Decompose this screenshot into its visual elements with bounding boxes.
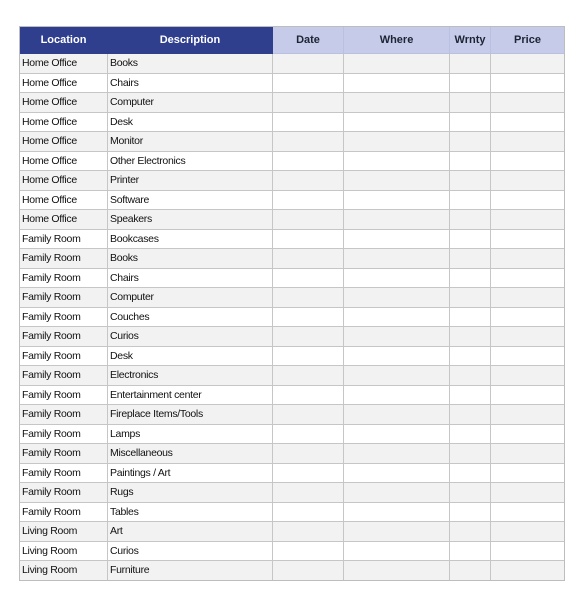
cell-wrnty[interactable] — [450, 268, 491, 288]
cell-wrnty[interactable] — [450, 424, 491, 444]
cell-wrnty[interactable] — [450, 463, 491, 483]
cell-location[interactable]: Family Room — [20, 288, 108, 308]
cell-wrnty[interactable] — [450, 112, 491, 132]
cell-wrnty[interactable] — [450, 405, 491, 425]
cell-price[interactable] — [491, 385, 565, 405]
cell-location[interactable]: Family Room — [20, 463, 108, 483]
cell-date[interactable] — [273, 541, 344, 561]
cell-description[interactable]: Entertainment center — [108, 385, 273, 405]
cell-wrnty[interactable] — [450, 444, 491, 464]
table-row — [20, 522, 565, 542]
cell-price[interactable] — [491, 151, 565, 171]
table-row — [20, 190, 565, 210]
cell-location[interactable]: Family Room — [20, 366, 108, 386]
cell-description[interactable]: Art — [108, 522, 273, 542]
table-row — [20, 424, 565, 444]
cell-wrnty[interactable] — [450, 54, 491, 74]
cell-date[interactable] — [273, 288, 344, 308]
cell-date[interactable] — [273, 210, 344, 230]
cell-where[interactable] — [344, 210, 450, 230]
table-row — [20, 229, 565, 249]
cell-price[interactable] — [491, 288, 565, 308]
cell-where[interactable] — [344, 483, 450, 503]
cell-price[interactable] — [491, 93, 565, 113]
cell-wrnty[interactable] — [450, 93, 491, 113]
table-row — [20, 346, 565, 366]
cell-date[interactable] — [273, 73, 344, 93]
inventory-sheet — [19, 26, 565, 581]
cell-date[interactable] — [273, 151, 344, 171]
cell-where[interactable] — [344, 132, 450, 152]
cell-date[interactable] — [273, 424, 344, 444]
inventory-table — [19, 26, 565, 581]
cell-wrnty[interactable] — [450, 132, 491, 152]
cell-price[interactable] — [491, 561, 565, 581]
cell-price[interactable] — [491, 229, 565, 249]
cell-price[interactable] — [491, 210, 565, 230]
cell-description[interactable]: Fireplace Items/Tools — [108, 405, 273, 425]
cell-wrnty[interactable] — [450, 307, 491, 327]
cell-where[interactable] — [344, 307, 450, 327]
cell-description[interactable]: Desk — [108, 346, 273, 366]
table-row — [20, 502, 565, 522]
cell-wrnty[interactable] — [450, 346, 491, 366]
cell-where[interactable] — [344, 249, 450, 269]
table-row — [20, 249, 565, 269]
cell-date[interactable] — [273, 229, 344, 249]
table-body — [20, 54, 565, 581]
table-row — [20, 93, 565, 113]
cell-date[interactable] — [273, 522, 344, 542]
cell-where[interactable] — [344, 541, 450, 561]
table-row — [20, 54, 565, 74]
cell-price[interactable] — [491, 463, 565, 483]
cell-where[interactable] — [344, 405, 450, 425]
cell-wrnty[interactable] — [450, 73, 491, 93]
cell-location[interactable]: Home Office — [20, 93, 108, 113]
cell-wrnty[interactable] — [450, 229, 491, 249]
cell-date[interactable] — [273, 171, 344, 191]
cell-location[interactable]: Living Room — [20, 541, 108, 561]
cell-description[interactable]: Tables — [108, 502, 273, 522]
cell-location[interactable]: Home Office — [20, 151, 108, 171]
cell-wrnty[interactable] — [450, 151, 491, 171]
cell-date[interactable] — [273, 366, 344, 386]
cell-description[interactable]: Electronics — [108, 366, 273, 386]
cell-wrnty[interactable] — [450, 561, 491, 581]
cell-location[interactable]: Family Room — [20, 405, 108, 425]
cell-price[interactable] — [491, 405, 565, 425]
cell-where[interactable] — [344, 346, 450, 366]
cell-price[interactable] — [491, 541, 565, 561]
cell-description[interactable]: Curios — [108, 541, 273, 561]
cell-description[interactable]: Other Electronics — [108, 151, 273, 171]
cell-description[interactable]: Miscellaneous — [108, 444, 273, 464]
cell-description[interactable]: Chairs — [108, 268, 273, 288]
cell-price[interactable] — [491, 73, 565, 93]
cell-date[interactable] — [273, 307, 344, 327]
cell-description[interactable]: Curios — [108, 327, 273, 347]
cell-date[interactable] — [273, 249, 344, 269]
cell-price[interactable] — [491, 327, 565, 347]
cell-description[interactable]: Computer — [108, 288, 273, 308]
table-row — [20, 463, 565, 483]
cell-price[interactable] — [491, 366, 565, 386]
cell-date[interactable] — [273, 405, 344, 425]
cell-where[interactable] — [344, 444, 450, 464]
cell-where[interactable] — [344, 73, 450, 93]
cell-date[interactable] — [273, 268, 344, 288]
table-row — [20, 307, 565, 327]
cell-date[interactable] — [273, 561, 344, 581]
cell-description[interactable]: Speakers — [108, 210, 273, 230]
cell-wrnty[interactable] — [450, 171, 491, 191]
cell-description[interactable]: Couches — [108, 307, 273, 327]
table-row — [20, 288, 565, 308]
cell-where[interactable] — [344, 54, 450, 74]
cell-where[interactable] — [344, 502, 450, 522]
cell-location[interactable]: Home Office — [20, 54, 108, 74]
cell-price[interactable] — [491, 444, 565, 464]
cell-where[interactable] — [344, 424, 450, 444]
cell-description[interactable]: Paintings / Art — [108, 463, 273, 483]
cell-where[interactable] — [344, 151, 450, 171]
cell-description[interactable]: Rugs — [108, 483, 273, 503]
cell-location[interactable]: Family Room — [20, 444, 108, 464]
cell-where[interactable] — [344, 288, 450, 308]
cell-date[interactable] — [273, 132, 344, 152]
cell-description[interactable]: Books — [108, 249, 273, 269]
cell-wrnty[interactable] — [450, 288, 491, 308]
cell-wrnty[interactable] — [450, 249, 491, 269]
table-row — [20, 561, 565, 581]
cell-location[interactable]: Family Room — [20, 502, 108, 522]
cell-description[interactable]: Lamps — [108, 424, 273, 444]
cell-date[interactable] — [273, 93, 344, 113]
cell-location[interactable]: Family Room — [20, 249, 108, 269]
cell-location[interactable]: Home Office — [20, 190, 108, 210]
cell-wrnty[interactable] — [450, 502, 491, 522]
cell-location[interactable]: Family Room — [20, 268, 108, 288]
cell-wrnty[interactable] — [450, 385, 491, 405]
cell-where[interactable] — [344, 366, 450, 386]
cell-where[interactable] — [344, 463, 450, 483]
cell-price[interactable] — [491, 268, 565, 288]
cell-description[interactable]: Bookcases — [108, 229, 273, 249]
cell-price[interactable] — [491, 190, 565, 210]
table-row — [20, 132, 565, 152]
cell-wrnty[interactable] — [450, 522, 491, 542]
cell-date[interactable] — [273, 327, 344, 347]
cell-where[interactable] — [344, 385, 450, 405]
cell-price[interactable] — [491, 522, 565, 542]
cell-date[interactable] — [273, 346, 344, 366]
cell-description[interactable]: Books — [108, 54, 273, 74]
cell-description[interactable]: Software — [108, 190, 273, 210]
cell-where[interactable] — [344, 171, 450, 191]
column-header-where[interactable]: Where — [344, 27, 450, 54]
cell-where[interactable] — [344, 327, 450, 347]
table-row — [20, 385, 565, 405]
cell-description[interactable]: Computer — [108, 93, 273, 113]
cell-location[interactable]: Living Room — [20, 522, 108, 542]
cell-location[interactable]: Family Room — [20, 424, 108, 444]
cell-date[interactable] — [273, 112, 344, 132]
cell-wrnty[interactable] — [450, 210, 491, 230]
cell-wrnty[interactable] — [450, 190, 491, 210]
cell-price[interactable] — [491, 483, 565, 503]
table-row — [20, 268, 565, 288]
cell-where[interactable] — [344, 112, 450, 132]
cell-where[interactable] — [344, 190, 450, 210]
column-header-wrnty[interactable]: Wrnty — [450, 27, 491, 54]
cell-date[interactable] — [273, 190, 344, 210]
table-row — [20, 366, 565, 386]
cell-description[interactable]: Monitor — [108, 132, 273, 152]
cell-price[interactable] — [491, 249, 565, 269]
cell-location[interactable]: Home Office — [20, 171, 108, 191]
cell-location[interactable]: Family Room — [20, 385, 108, 405]
table-row — [20, 210, 565, 230]
column-header-date[interactable]: Date — [273, 27, 344, 54]
table-row — [20, 171, 565, 191]
cell-location[interactable]: Living Room — [20, 561, 108, 581]
cell-description[interactable]: Furniture — [108, 561, 273, 581]
cell-location[interactable]: Family Room — [20, 229, 108, 249]
cell-location[interactable]: Home Office — [20, 210, 108, 230]
cell-date[interactable] — [273, 483, 344, 503]
table-row — [20, 112, 565, 132]
cell-price[interactable] — [491, 307, 565, 327]
cell-price[interactable] — [491, 171, 565, 191]
cell-location[interactable]: Family Room — [20, 327, 108, 347]
cell-where[interactable] — [344, 522, 450, 542]
cell-date[interactable] — [273, 54, 344, 74]
cell-description[interactable]: Desk — [108, 112, 273, 132]
cell-location[interactable]: Family Room — [20, 307, 108, 327]
cell-where[interactable] — [344, 561, 450, 581]
cell-price[interactable] — [491, 346, 565, 366]
cell-location[interactable]: Family Room — [20, 483, 108, 503]
cell-wrnty[interactable] — [450, 541, 491, 561]
cell-where[interactable] — [344, 268, 450, 288]
header-row — [20, 27, 565, 54]
cell-price[interactable] — [491, 112, 565, 132]
cell-description[interactable]: Printer — [108, 171, 273, 191]
cell-price[interactable] — [491, 132, 565, 152]
cell-wrnty[interactable] — [450, 483, 491, 503]
table-row — [20, 444, 565, 464]
table-row — [20, 483, 565, 503]
cell-location[interactable]: Home Office — [20, 73, 108, 93]
cell-date[interactable] — [273, 502, 344, 522]
cell-wrnty[interactable] — [450, 366, 491, 386]
cell-price[interactable] — [491, 54, 565, 74]
cell-where[interactable] — [344, 229, 450, 249]
cell-wrnty[interactable] — [450, 327, 491, 347]
cell-date[interactable] — [273, 463, 344, 483]
cell-where[interactable] — [344, 93, 450, 113]
cell-location[interactable]: Home Office — [20, 112, 108, 132]
cell-price[interactable] — [491, 424, 565, 444]
cell-price[interactable] — [491, 502, 565, 522]
table-row — [20, 327, 565, 347]
column-header-price[interactable]: Price — [491, 27, 565, 54]
column-header-description[interactable]: Description — [108, 27, 273, 54]
table-row — [20, 405, 565, 425]
table-row — [20, 73, 565, 93]
column-header-location[interactable]: Location — [20, 27, 108, 54]
cell-description[interactable]: Chairs — [108, 73, 273, 93]
cell-date[interactable] — [273, 444, 344, 464]
table-row — [20, 151, 565, 171]
table-row — [20, 541, 565, 561]
cell-date[interactable] — [273, 385, 344, 405]
cell-location[interactable]: Family Room — [20, 346, 108, 366]
cell-location[interactable]: Home Office — [20, 132, 108, 152]
